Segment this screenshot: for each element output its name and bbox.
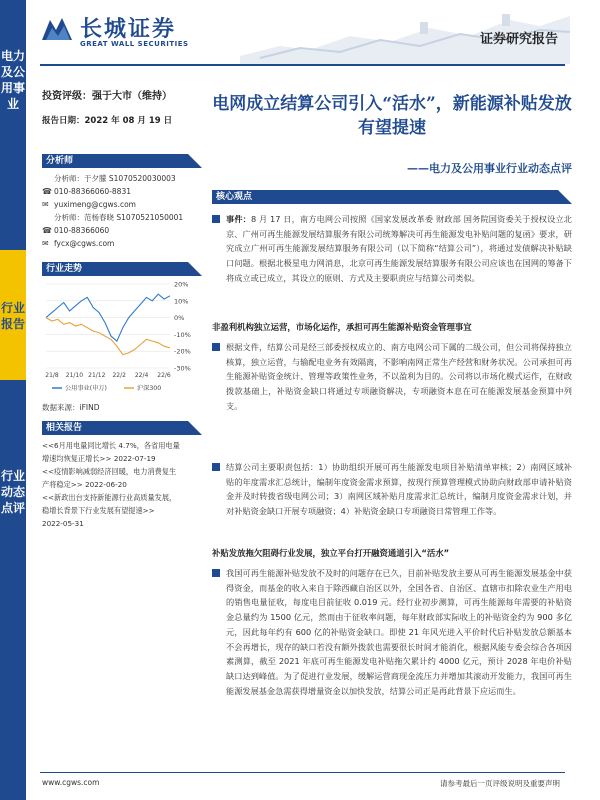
related-report-line: 稳增长背景下行业发展有望提速>>	[42, 506, 155, 515]
y-tick-label: 10%	[174, 297, 189, 306]
y-tick-label: -10%	[174, 330, 191, 339]
analyst-line: ☎ 010-88366060	[42, 225, 110, 235]
report-date: 报告日期：2022 年 08 月 19 日	[42, 116, 173, 126]
related-report-line: <<新政出台支持新能源行业高质量发展，	[42, 493, 177, 502]
series-line-1	[46, 318, 170, 355]
person-icon	[42, 214, 51, 222]
analyst-line: ✉ fycx@cgws.com	[42, 238, 115, 248]
footer-note: 请参考最后一页评级说明及重要声明	[440, 779, 560, 788]
legend-label: 沪深300	[137, 385, 162, 392]
logo	[40, 12, 230, 48]
mail-icon: ✉	[42, 199, 49, 209]
footer-divider	[40, 772, 565, 773]
investment-rating: 投资评级：强于大市（维持）	[42, 91, 172, 102]
data-source: 数据来源：iFIND	[42, 403, 100, 412]
x-tick-label: 22/4	[134, 372, 149, 379]
related-report-line: <<疫情影响减弱经济回暖，电力消费复生	[42, 467, 177, 476]
legend-label: 公用事业(申万)	[65, 385, 107, 392]
analyst-line: ☎ 010-88366060-8831	[42, 186, 131, 196]
strip-bottom-label: 行业动态点评	[0, 469, 25, 515]
structure-paragraph: 根据文件，结算公司是经三部委授权成立的、南方电网公司下属的二级公司，但公司将保持独立核算，独立运营，与输配电业务有效隔离，不影响南网正常生产经营和财务状况。公司承担可再生能源补贴资金统计、管理等政策性业务，不以盈利为目的。公司将以市场化模式运作，在财政拨款基础上，补贴资金缺口将通过专项融资解决，专项融资本息在可在能源发展基金预算中列支。	[212, 340, 572, 414]
y-tick-label: 0%	[174, 314, 185, 323]
industry-trend-chart	[42, 278, 202, 398]
analyst-line: 分析师：于夕朦 S1070520030003	[42, 172, 202, 185]
footer-url: www.cgws.com	[42, 778, 100, 787]
related-reports	[42, 439, 202, 530]
report-title: 电网成立结算公司引入“活水”，新能源补贴发放有望提速	[212, 94, 572, 138]
analyst-section-header: 分析师	[42, 154, 202, 168]
report-type: 证券研究报告	[479, 32, 558, 47]
section-heading: 非盈利机构独立运营，市场化运作，承担可再生能源补贴资金管理事宜	[212, 322, 472, 332]
y-tick-label: -30%	[174, 364, 191, 373]
x-tick-label: 22/6	[157, 372, 171, 379]
x-tick-label: 22/2	[112, 372, 126, 379]
bullet-icon	[212, 463, 220, 471]
related-report-line: <<6月用电量同比增长 4.7%，各省用电量	[42, 441, 180, 450]
logo-en-text: GREAT WALL SECURITIES	[80, 40, 189, 48]
y-tick-label: -20%	[174, 347, 191, 356]
analyst-line: 分析师：范杨春晓 S1070521050001	[42, 211, 202, 224]
x-tick-label: 21/12	[88, 372, 106, 379]
related-report-line: 增速均恢复正增长>> 2022-07-19	[42, 454, 156, 463]
side-strip	[0, 0, 26, 800]
person-icon	[42, 175, 51, 183]
subsidy-paragraph: 我国可再生能源补贴发放不及时的问题存在已久，目前补贴发放主要从可再生能源发展基金中获得资金，而基金的收入来自于除西藏自治区以外，全国各省、自治区、直辖市扣除农业生产用电的销售电量征收，每度电目前征收 0.019 元。经行业初步测算，可再生能源每年需要的补贴资金总量约为 1500 亿元，然而由于征收率问题，每年财政部实际收上的补贴资金约为 900 多亿元，因此每年约有 600 亿的补贴资金缺口。即使 21 年风光进入平价时代后补贴发放总额基本不会再增长，现存的缺口若没有额外拨款也需要很长时间才能消化，根据风能专委会综合各项因素测算，截至 2021 年底可再生能源发电补贴拖欠累计约 4000 亿元，预计 2028 年电价补贴缺口达到峰值。为了促进行业发展，缓解运营商现金流压力并增加其滚动开发能力，我国可再生能源发展基金急需获得增量资金以加快发放，结算公司正是再此背景下应运而生。	[212, 566, 572, 698]
trend-chart-svg	[42, 278, 202, 398]
related-report-line: 2022-05-31	[42, 519, 84, 528]
strip-mid-label: 行业报告	[0, 301, 25, 331]
bullet-icon	[212, 343, 220, 351]
header-divider	[40, 64, 565, 66]
related-report-line: 产将稳定>> 2022-06-20	[42, 480, 127, 489]
logo-cn-text: 长城证券	[80, 16, 177, 42]
phone-icon: ☎	[42, 225, 52, 235]
strip-highlight	[0, 250, 26, 380]
mail-icon: ✉	[42, 238, 49, 248]
analyst-line: ✉ yuximeng@cgws.com	[42, 199, 136, 209]
y-tick-label: 20%	[174, 280, 189, 289]
x-tick-label: 21/10	[65, 372, 84, 379]
great-wall-logo-icon	[40, 14, 74, 44]
core-section-header: 核心观点	[212, 190, 572, 204]
info-column	[42, 88, 202, 530]
duties-paragraph: 结算公司主要职责包括：1）协助组织开展可再生能源发电项目补贴清单审核；2）南网区域补贴的年度需求汇总统计，编制年度资金需求预算，按现行预算管理模式协助向财政部申请补贴资金并及时转拨省级电网公司；3）南网区域补贴月度需求汇总统计，编制月度资金需求计划，并对补贴资金缺口开展专项融资；4）补贴资金缺口专项融资日常管理工作等。	[212, 460, 572, 519]
strip-top-label: 电力及公用事业	[0, 49, 25, 111]
x-tick-label: 21/8	[45, 372, 59, 379]
bullet-icon	[212, 569, 220, 577]
related-section-header: 相关报告	[42, 421, 202, 435]
section-heading: 补贴发放拖欠阻碍行业发展，独立平台打开融资通道引入“活水”	[212, 548, 450, 558]
page-header	[0, 0, 600, 78]
phone-icon: ☎	[42, 186, 52, 196]
analyst-list	[42, 172, 202, 250]
trend-section-header: 行业走势	[42, 262, 202, 276]
event-paragraph: 事件：8 月 17 日，南方电网公司按照《国家发展改革委 财政部 国务院国资委关于授权设立北京、广州可再生能源发展结算服务有限公司统筹解决可再生能源发电补贴问题的复函》要求，研究成立广州可再生能源发展结算服务有限公司（以下简称“结算公司”），将通过发债解决补贴缺口问题。根据北极星电力网消息，北京可再生能源发展结算服务有限公司应该也在国网的筹备下将成立或已成立，其设立的原则、方式及主要职责应与结算公司类似。	[212, 212, 572, 286]
report-subtitle: ——电力及公用事业行业动态点评	[407, 162, 572, 175]
bullet-icon	[212, 215, 220, 223]
